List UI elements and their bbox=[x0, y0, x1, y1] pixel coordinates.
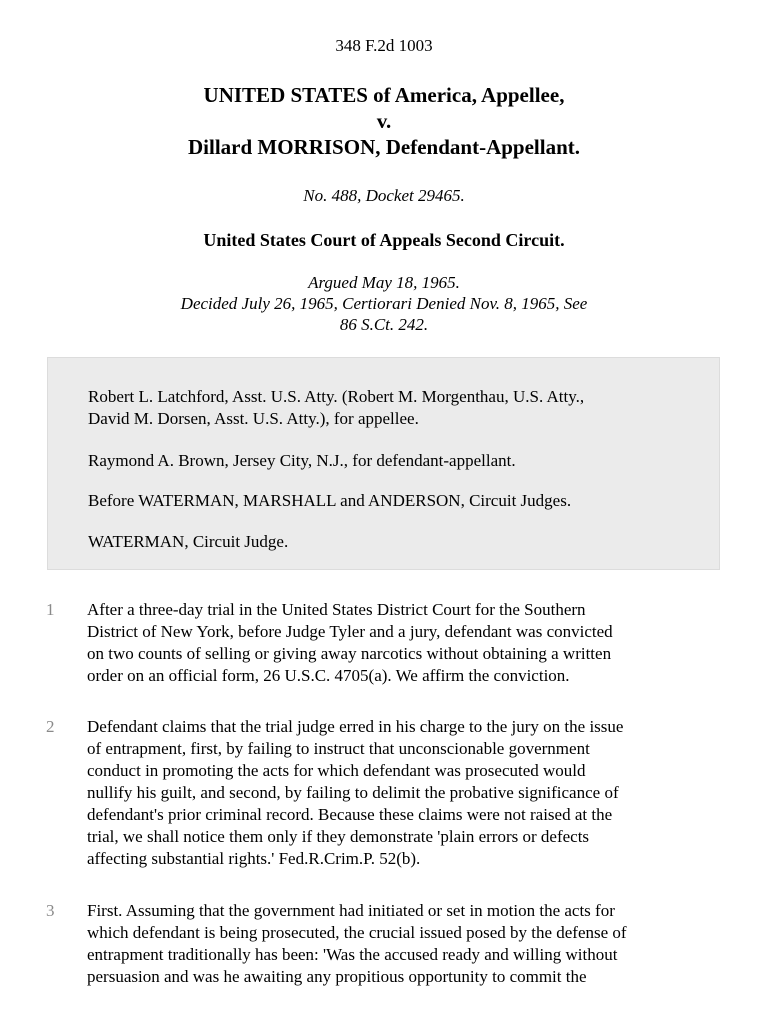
paragraph-line: entrapment traditionally has been: 'Was the accused ready and willing without bbox=[87, 945, 618, 964]
counsel-appellee-line-2: David M. Dorsen, Asst. U.S. Atty.), for appellee. bbox=[88, 409, 419, 428]
case-dates bbox=[0, 272, 768, 335]
paragraph-line: persuasion and was he awaiting any propitious opportunity to commit the bbox=[87, 967, 587, 986]
dates-line-2: Decided July 26, 1965, Certiorari Denied Nov. 8, 1965, See bbox=[180, 294, 588, 313]
opinion-author: WATERMAN, Circuit Judge. bbox=[88, 532, 289, 551]
paragraph-line: order on an official form, 26 U.S.C. 4705(a). We affirm the conviction. bbox=[87, 666, 570, 685]
caption-appellant: Dillard MORRISON, Defendant-Appellant. bbox=[187, 135, 581, 159]
paragraph-line: of entrapment, first, by failing to instruct that unconscionable government bbox=[87, 739, 590, 758]
paragraph-text bbox=[87, 900, 727, 988]
paragraph-line: Defendant claims that the trial judge erred in his charge to the jury on the issue bbox=[87, 717, 624, 736]
paragraph-number[interactable]: 2 bbox=[46, 717, 55, 736]
case-caption bbox=[0, 82, 768, 160]
citation: 348 F.2d 1003 bbox=[335, 36, 433, 55]
court-name: United States Court of Appeals Second Circuit. bbox=[203, 230, 565, 250]
paragraph-text bbox=[87, 716, 727, 870]
paragraph-number[interactable]: 3 bbox=[46, 901, 55, 920]
caption-versus: v. bbox=[376, 109, 392, 133]
counsel-appellant: Raymond A. Brown, Jersey City, N.J., for defendant-appellant. bbox=[88, 451, 516, 470]
paragraph-line: defendant's prior criminal record. Because these claims were not raised at the bbox=[87, 805, 613, 824]
panel-judges: Before WATERMAN, MARSHALL and ANDERSON, Circuit Judges. bbox=[88, 491, 572, 510]
paragraph-line: After a three-day trial in the United States District Court for the Southern bbox=[87, 600, 586, 619]
dates-line-3: 86 S.Ct. 242. bbox=[339, 315, 429, 334]
dates-line-1: Argued May 18, 1965. bbox=[308, 273, 460, 292]
docket-number: No. 488, Docket 29465. bbox=[303, 186, 465, 205]
paragraph-line: First. Assuming that the government had initiated or set in motion the acts for bbox=[87, 901, 615, 920]
paragraph-line: on two counts of selling or giving away narcotics without obtaining a written bbox=[87, 644, 612, 663]
counsel-appellee-line-1: Robert L. Latchford, Asst. U.S. Atty. (Robert M. Morgenthau, U.S. Atty., bbox=[88, 387, 585, 406]
paragraph-text bbox=[87, 599, 727, 687]
paragraph-number[interactable]: 1 bbox=[46, 600, 55, 619]
paragraph-line: nullify his guilt, and second, by failing to delimit the probative significance of bbox=[87, 783, 619, 802]
caption-appellee: UNITED STATES of America, Appellee, bbox=[203, 83, 565, 107]
paragraph-line: trial, we shall notice them only if they demonstrate 'plain errors or defects bbox=[87, 827, 590, 846]
paragraph-line: which defendant is being prosecuted, the crucial issued posed by the defense of bbox=[87, 923, 627, 942]
paragraph-line: affecting substantial rights.' Fed.R.Crim.P. 52(b). bbox=[87, 849, 421, 868]
counsel-box bbox=[47, 357, 720, 570]
paragraph-line: District of New York, before Judge Tyler and a jury, defendant was convicted bbox=[87, 622, 613, 641]
paragraph-line: conduct in promoting the acts for which defendant was prosecuted would bbox=[87, 761, 586, 780]
